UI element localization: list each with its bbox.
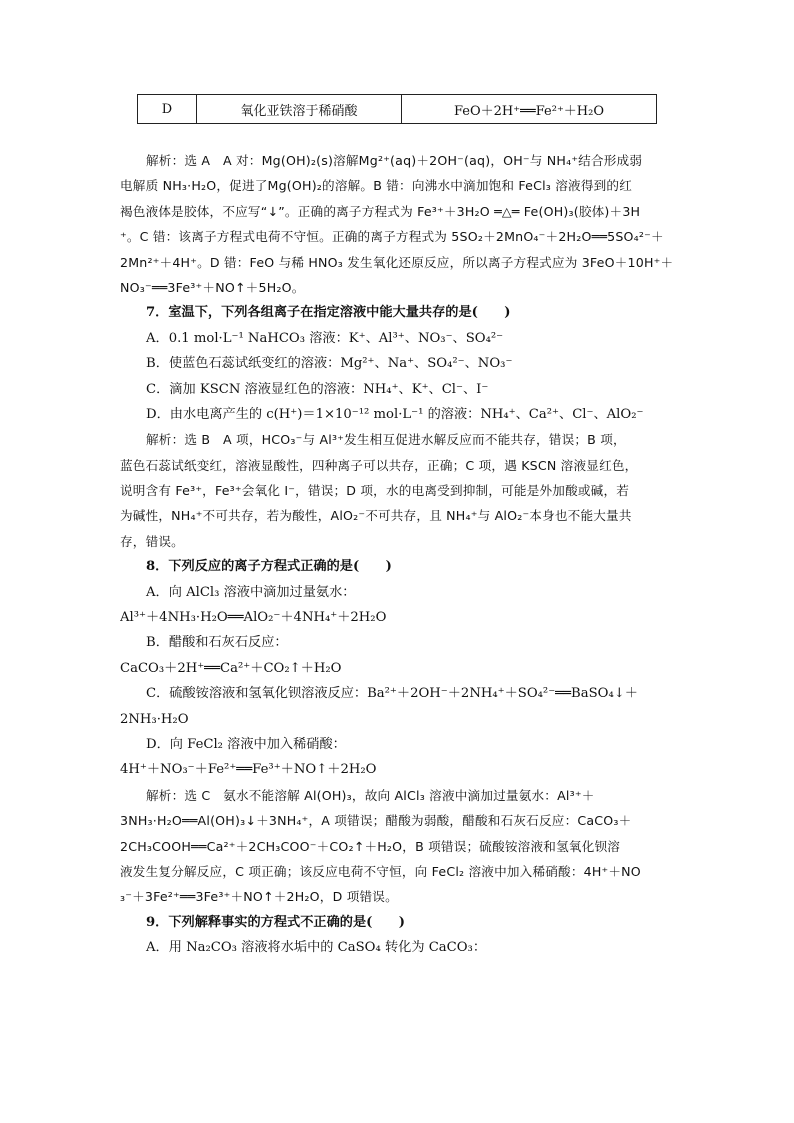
- text-line: B．使蓝色石蕊试纸变红的溶液：Mg²⁺、Na⁺、SO₄²⁻、NO₃⁻: [146, 356, 513, 372]
- text-line: 为碱性，NH₄⁺不可共存，若为酸性，AlO₂⁻不可共存，且 NH₄⁺与 AlO₂⁻本身也不能大量共: [120, 508, 632, 524]
- text-line: D．向 FeCl₂ 溶液中加入稀硝酸：: [146, 736, 346, 752]
- text-line: B．醋酸和石灰石反应：: [146, 635, 288, 651]
- text-line: C．硫酸铵溶液和氢氧化钡溶液反应：Ba²⁺＋2OH⁻＋2NH₄⁺＋SO₄²⁻══BaSO₄↓＋: [146, 686, 638, 702]
- text-line: 2CH₃COOH══Ca²⁺＋2CH₃COO⁻＋CO₂↑＋H₂O，B 项错误；硫酸铵溶液和氢氧化钡溶: [120, 838, 621, 854]
- text-line: 2Mn²⁺＋4H⁺。D 错：FeO 与稀 HNO₃ 发生氧化还原反应，所以离子方程式应为 3FeO＋10H⁺＋: [120, 254, 674, 270]
- option-equation: FeO＋2H⁺══Fe²⁺＋H₂O: [402, 95, 657, 124]
- text-line: 8．下列反应的离子方程式正确的是( ): [146, 559, 392, 575]
- table-row: [138, 95, 657, 124]
- option-description: 氧化亚铁溶于稀硝酸: [197, 95, 402, 124]
- option-table: [137, 94, 657, 124]
- text-line: ⁺。C 错：该离子方程式电荷不守恒。正确的离子方程式为 5SO₂＋2MnO₄⁻＋2H₂O══5SO₄²⁻＋: [120, 229, 664, 245]
- text-line: 3NH₃·H₂O══Al(OH)₃↓＋3NH₄⁺，A 项错误；醋酸为弱酸，醋酸和石灰石反应：CaCO₃＋: [120, 813, 632, 829]
- text-line: 褐色液体是胶体，不应写“↓”。正确的离子方程式为 Fe³⁺＋3H₂O ═△═ Fe(OH)₃(胶体)＋3H: [120, 203, 641, 219]
- text-line: 存，错误。: [120, 533, 184, 549]
- text-line: 解析：选 A A 对：Mg(OH)₂(s)溶解Mg²⁺(aq)＋2OH⁻(aq)，OH⁻与 NH₄⁺结合形成弱: [146, 153, 643, 168]
- text-line: CaCO₃＋2H⁺══Ca²⁺＋CO₂↑＋H₂O: [120, 660, 342, 676]
- text-line: 说明含有 Fe³⁺，Fe³⁺会氧化 I⁻，错误；D 项，水的电离受到抑制，可能是外加酸或碱，若: [120, 483, 630, 499]
- text-line: D．由水电离产生的 c(H⁺)＝1×10⁻¹² mol·L⁻¹ 的溶液：NH₄⁺、Ca²⁺、Cl⁻、AlO₂⁻: [146, 406, 644, 422]
- text-line: 蓝色石蕊试纸变红，溶液显酸性，四种离子可以共存，正确；C 项，遇 KSCN 溶液显红色，: [120, 457, 638, 473]
- text-line: 4H⁺＋NO₃⁻＋Fe²⁺══Fe³⁺＋NO↑＋2H₂O: [120, 762, 377, 778]
- text-line: NO₃⁻══3Fe³⁺＋NO↑＋5H₂O。: [120, 279, 305, 295]
- text-line: 2NH₃·H₂O: [120, 711, 189, 727]
- text-line: 液发生复分解反应，C 项正确；该反应电荷不守恒，向 FeCl₂ 溶液中加入稀硝酸：4H⁺＋NO: [120, 863, 641, 879]
- text-body: [120, 148, 676, 961]
- option-label: D: [138, 95, 197, 124]
- text-line: Al³⁺＋4NH₃·H₂O══AlO₂⁻＋4NH₄⁺＋2H₂O: [120, 610, 387, 626]
- text-line: C．滴加 KSCN 溶液显红色的溶液：NH₄⁺、K⁺、Cl⁻、I⁻: [146, 381, 489, 397]
- text-line: A．0.1 mol·L⁻¹ NaHCO₃ 溶液：K⁺、Al³⁺、NO₃⁻、SO₄²⁻: [146, 330, 504, 346]
- text-line: A．向 AlCl₃ 溶液中滴加过量氨水：: [146, 584, 356, 600]
- text-line: A．用 Na₂CO₃ 溶液将水垢中的 CaSO₄ 转化为 CaCO₃：: [146, 940, 487, 956]
- text-line: 7．室温下，下列各组离子在指定溶液中能大量共存的是( ): [146, 305, 511, 321]
- text-line: 解析：选 B A 项，HCO₃⁻与 Al³⁺发生相互促进水解反应而不能共存，错误；B 项，: [146, 432, 626, 448]
- text-line: 解析：选 C 氨水不能溶解 Al(OH)₃，故向 AlCl₃ 溶液中滴加过量氨水：Al³⁺＋: [146, 787, 595, 803]
- text-line: 9．下列解释事实的方程式不正确的是( ): [146, 914, 406, 930]
- text-line: ₃⁻＋3Fe²⁺══3Fe³⁺＋NO↑＋2H₂O，D 项错误。: [120, 889, 398, 905]
- text-line: 电解质 NH₃·H₂O，促进了Mg(OH)₂的溶解。B 错：向沸水中滴加饱和 FeCl₃ 溶液得到的红: [120, 178, 633, 194]
